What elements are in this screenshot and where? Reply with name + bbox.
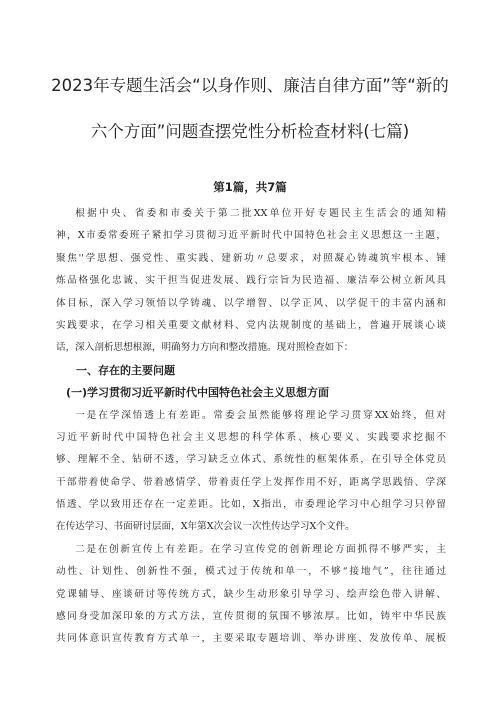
- paragraph-line: 感同身受加深印象的方式方法，宣传贯彻的氛围不够浓厚。比如，铸牢中华民族: [56, 611, 446, 623]
- document-title-line-2: 六个方面”问题查摆党性分析检查材料(七篇): [90, 122, 410, 141]
- paragraph-line: 二是在创新宣传上有差距。在学习宣传党的创新理论方面抓得不够严实，主: [75, 543, 446, 555]
- paragraph-line: 干部带着使命学、带着感情学、带着责任学上发挥作用不好，距离学思践悟、学深: [56, 476, 446, 488]
- section-counter: 第1篇，共7篇: [213, 180, 287, 194]
- paragraph-line: 一是在学深悟透上有差距。常委会虽然能够将理论学习贯穿XX始终，但对: [75, 409, 446, 421]
- paragraph-line: 悟透、学以致用还存在一定差距。比如，X指出，市委理论学习中心组学习只停留: [56, 499, 446, 511]
- paragraph-line: 够、理解不全、钻研不透，学习缺乏立体式、系统性的框架体系，在引导全体党员: [56, 454, 446, 466]
- document-title-line-1: 2023年专题生活会“以身作则、廉洁自律方面”等“新的: [51, 76, 449, 95]
- paragraph-line: 炼品格强化忠诚、实干担当促进发展、践行宗旨为民造福、廉洁奉公树立新风具: [56, 275, 446, 287]
- paragraph-line: 实践要求，在学习相关重要文献材料、党内法规制度的基础上，普遍开展谈心谈: [56, 319, 446, 331]
- paragraph-line: 共同体意识宣传教育方式单一，主要采取专题培训、举办讲座、发放传单、展板: [56, 633, 446, 645]
- paragraph-line: 体目标，深入学习领悟以学铸魂、以学增智、以学正风、以学促干的丰富内涵和: [56, 297, 446, 309]
- paragraph-line: 习近平新时代中国特色社会主义思想的科学体系、核心要义、实践要求挖掘不: [56, 431, 446, 443]
- paragraph-line: 话，深入剖析思想根源，明确努力方向和整改措施。现对照检查如下：: [56, 342, 354, 354]
- paragraph-line: 神，X市委常委班子紧扣学习贯彻习近平新时代中国特色社会主义思想这一主题，: [56, 230, 446, 242]
- paragraph-line: 聚焦''学思想、强党性、重实践、建新功〃总要求，对照凝心铸魂筑牢根本、锤: [56, 252, 446, 264]
- paragraph-line: 在传达学习、书面研讨层面，X年第X次会议一次性传达学习X个文件。: [56, 521, 355, 533]
- paragraph-line: 动性、计划性、创新性不强，模式过于传统和单一，不够“接地气”，往往通过: [56, 566, 446, 578]
- subsection-heading: (一)学习贯彻习近平新时代中国特色社会主义思想方面: [66, 386, 330, 400]
- section-heading: 一、存在的主要问题: [76, 363, 175, 377]
- paragraph-line: 党课辅导、座谈研讨等传统方式，缺少生动形象引导学习、绘声绘色带入讲解、: [56, 588, 446, 600]
- paragraph-line: 根据中央、省委和市委关于第二批XX单位开好专题民主生活会的通知精: [75, 208, 446, 219]
- document-body: [56, 203, 446, 651]
